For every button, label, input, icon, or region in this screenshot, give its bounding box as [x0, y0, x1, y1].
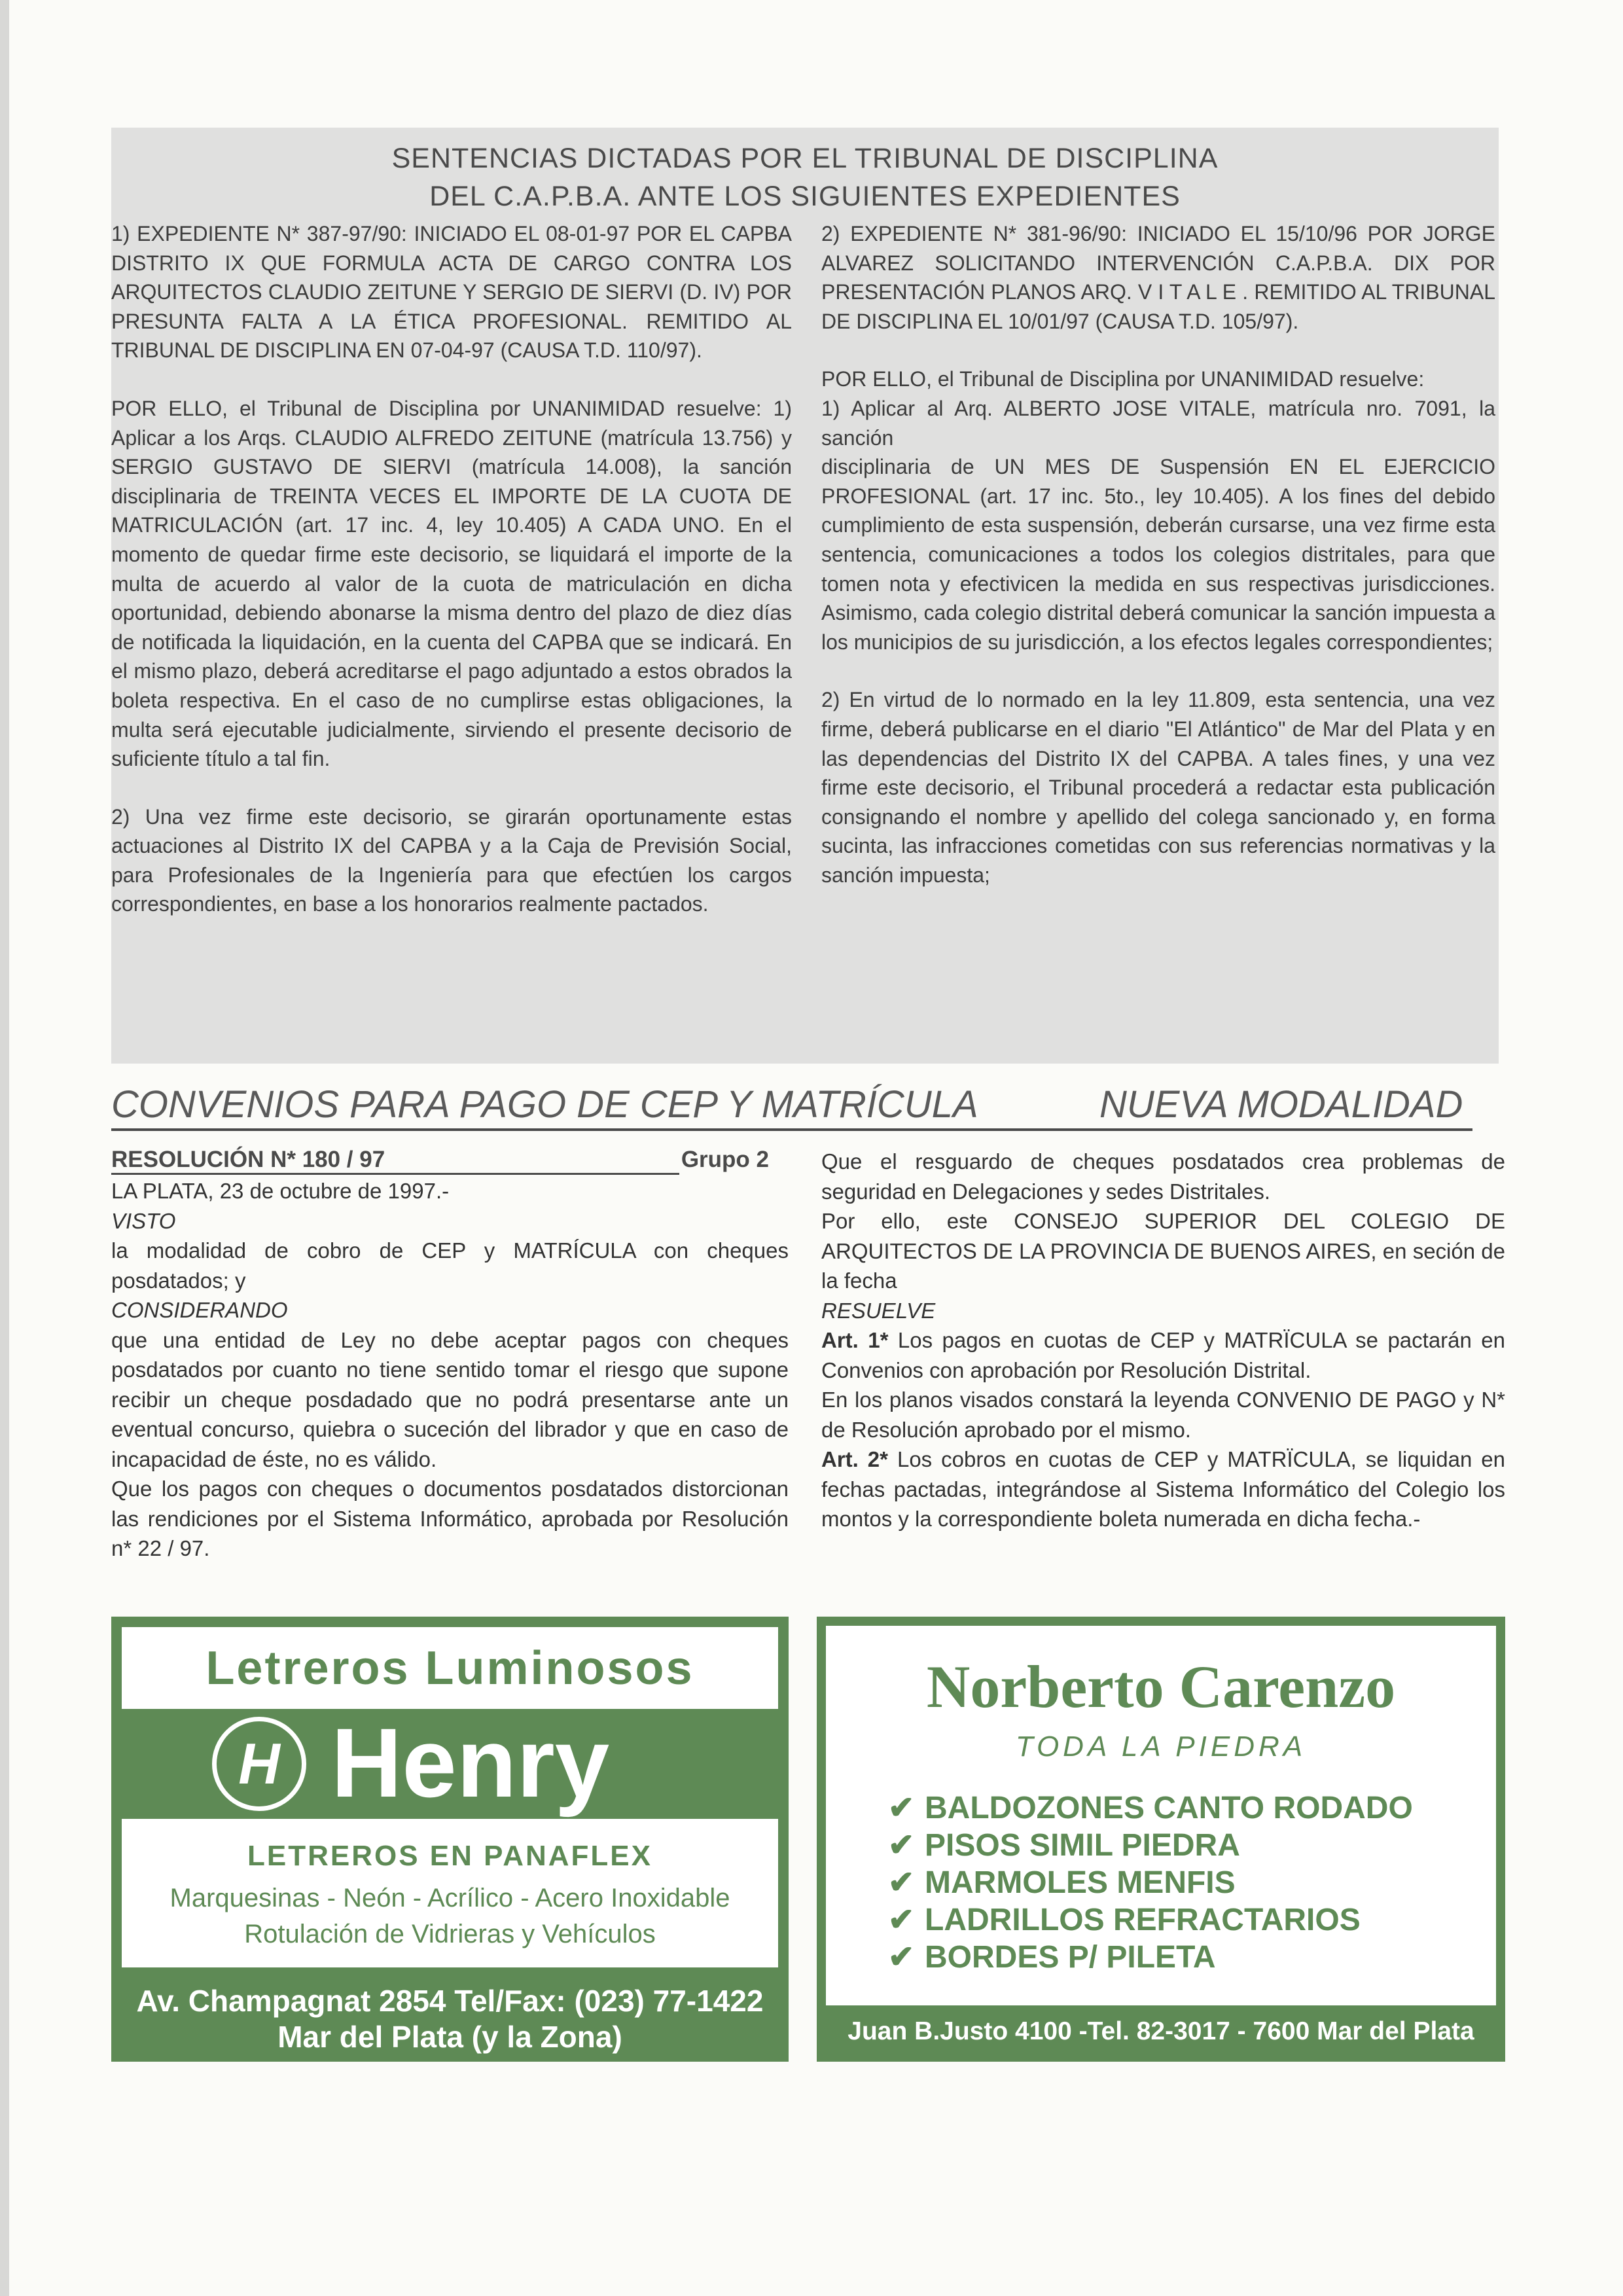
expediente-2: 2) EXPEDIENTE N* 381-96/90: INICIADO EL 15/10/96 POR JORGE ALVAREZ SOLICITANDO INTERVENCIÓN C.A.P.B.A. DIX POR PRESENTACIÓN PLANOS ARQ. V I T A L E . REMITIDO AL TRIBUNAL DE DISCIPLINA EL 10/01/97 (CAUSA T.D. 105/97). — [821, 222, 1495, 333]
carenzo-name: Norberto Carenzo — [926, 1653, 1396, 1720]
henry-brand-name: Henry — [331, 1708, 610, 1818]
carenzo-item-label: BORDES P/ PILETA — [925, 1940, 1216, 1975]
carenzo-item-label: PISOS SIMIL PIEDRA — [925, 1828, 1240, 1863]
tribunal-heading — [111, 139, 1499, 215]
place-date: LA PLATA, 23 de octubre de 1997.- — [111, 1179, 450, 1203]
carenzo-item — [888, 1939, 1413, 1976]
tribunal-column-1 — [111, 219, 792, 948]
tribunal-heading-line1: SENTENCIAS DICTADAS POR EL TRIBUNAL DE DISCIPLINA — [391, 143, 1219, 174]
resolution-number: RESOLUCIÓN N* 180 / 97 — [111, 1147, 679, 1175]
check-icon: ✔ — [888, 1903, 915, 1937]
resolution-2-b: disciplinaria de UN MES DE Suspensión EN EL EJERCICIO PROFESIONAL (art. 17 inc. 5to., ley 10.405). A los fines del debido cumplimiento de esta suspensión, deberán cursarse, una vez firme esta sentencia, comunicaciones a todos los colegios distritales, para que tomen nota y efectivicen la medida en sus respectivas jurisdicciones. Asimismo, cada colegio distrital deberá comunicar la sanción impuesta a los municipios de su jurisdicción, a los efectos legales correspondientes; — [821, 455, 1495, 654]
check-icon: ✔ — [888, 1865, 915, 1900]
check-icon: ✔ — [888, 1940, 915, 1975]
henry-panel — [122, 1627, 778, 1967]
carenzo-item-label: LADRILLOS REFRACTARIOS — [925, 1903, 1361, 1937]
carenzo-product-list — [888, 1789, 1413, 1976]
henry-services-line2: Rotulación de Vidrieras y Vehículos — [244, 1920, 656, 1948]
resolution-2-intro: POR ELLO, el Tribunal de Disciplina por UNANIMIDAD resuelve: — [821, 367, 1425, 391]
henry-advertisement — [111, 1617, 789, 2062]
carenzo-item-label: BALDOZONES CANTO RODADO — [925, 1791, 1413, 1825]
carenzo-item — [888, 1901, 1413, 1939]
article-1-extra: En los planos visados constará la leyenda CONVENIO DE PAGO y N* de Resolución aprobado por el mismo. — [821, 1388, 1505, 1442]
carenzo-item — [888, 1827, 1413, 1864]
article-1 — [821, 1325, 1505, 1385]
tribunal-box — [111, 128, 1499, 1064]
visto-label: VISTO — [111, 1208, 176, 1233]
convenios-title: CONVENIOS PARA PAGO DE CEP Y MATRÍCULA — [111, 1083, 978, 1126]
henry-logo-icon: H — [212, 1717, 306, 1811]
article-2-label: Art. 2* — [821, 1447, 888, 1471]
resuelve-label: RESUELVE — [821, 1298, 936, 1323]
que-text: Que los pagos con cheques o documentos posdatados distorcionan las rendiciones por el Sistema Informático, aprobada por Resolución n* 22 / 97. — [111, 1477, 789, 1560]
resolution-header — [111, 1147, 769, 1174]
carenzo-footer: Juan B.Justo 4100 -Tel. 82-3017 - 7600 Mar del Plata — [847, 2017, 1474, 2045]
convenios-subtitle: NUEVA MODALIDAD — [1099, 1083, 1463, 1126]
carenzo-panel — [826, 1626, 1496, 2005]
tribunal-heading-line2: DEL C.A.P.B.A. ANTE LOS SIGUIENTES EXPEDIENTES — [429, 181, 1181, 212]
henry-address: Av. Champagnat 2854 Tel/Fax: (023) 77-1422 — [136, 1984, 764, 2018]
visto-text: la modalidad de cobro de CEP y MATRÍCULA con cheques posdatados; y — [111, 1238, 789, 1293]
carenzo-tagline: TODA LA PIEDRA — [1015, 1731, 1307, 1763]
article-1-label: Art. 1* — [821, 1328, 889, 1352]
article-1-text: Los pagos en cuotas de CEP y MATRÏCULA se pactarán en Convenios con aprobación por Resolución Distrital. — [821, 1328, 1505, 1382]
carenzo-advertisement — [817, 1617, 1505, 2062]
article-2 — [821, 1444, 1505, 1534]
article-2-text: Los cobros en cuotas de CEP y MATRÏCULA, se liquidan en fechas pactadas, integrándose al Sistema Informático del Colegio los montos y la correspondiente boleta numerada en dicha fecha.- — [821, 1447, 1505, 1531]
resolution-column-1 — [111, 1176, 789, 1564]
point-2-col1: 2) Una vez firme este decisorio, se girarán oportunamente estas actuaciones al Distrito IX del CAPBA y a la Caja de Previsión Social, para Profesionales de la Ingeniería para que efectúen los cargos correspondientes, en base a los honorarios realmente pactados. — [111, 804, 792, 916]
henry-subtitle: LETREROS EN PANAFLEX — [247, 1840, 652, 1872]
convenios-title-bar — [111, 1081, 1472, 1131]
resolution-2-a: 1) Aplicar al Arq. ALBERTO JOSE VITALE, matrícula nro. 7091, la sanción — [821, 396, 1495, 450]
resolution-column-2 — [821, 1147, 1505, 1534]
point-2-col2: 2) En virtud de lo normado en la ley 11.809, esta sentencia, una vez firme, deberá publicarse en el diario "El Atlántico" de Mar del Plata y en las dependencias del Distrito IX del CAPBA. A tales fines, y una vez firme este decisorio, el Tribunal procederá a redactar esta publicación consignando el nombre y apellido del colega sancionado y, en forma sucinta, las infracciones cometidas con sus referencias normativas y la sanción impuesta; — [821, 688, 1495, 887]
page-edge-shadow — [0, 0, 9, 2296]
resolution-group: Grupo 2 — [681, 1147, 769, 1172]
check-icon: ✔ — [888, 1828, 915, 1863]
check-icon: ✔ — [888, 1791, 915, 1825]
por-ello-text: Por ello, este CONSEJO SUPERIOR DEL COLEGIO DE ARQUITECTOS DE LA PROVINCIA DE BUENOS AIRES, en seción de la fecha — [821, 1209, 1505, 1293]
henry-city: Mar del Plata (y la Zona) — [277, 2020, 622, 2054]
considerando-label: CONSIDERANDO — [111, 1298, 288, 1322]
expediente-1: 1) EXPEDIENTE N* 387-97/90: INICIADO EL 08-01-97 POR EL CAPBA DISTRITO IX QUE FORMULA ACTA DE CARGO CONTRA LOS ARQUITECTOS CLAUDIO ZEITUNE Y SERGIO DE SIERVI (D. IV) POR PRESUNTA FALTA A LA ÉTICA PROFESIONAL. REMITIDO AL TRIBUNAL DE DISCIPLINA EN 07-04-97 (CAUSA T.D. 110/97). — [111, 222, 792, 363]
resolution-1: POR ELLO, el Tribunal de Disciplina por UNANIMIDAD resuelve: 1) Aplicar a los Arqs. CLAUDIO ALFREDO ZEITUNE (matrícula 13.756) y SERGIO GUSTAVO DE SIERVI (matrícula 14.008), la sanción disciplinaria de TREINTA VECES EL IMPORTE DE LA CUOTA DE MATRICULACIÓN (art. 17 inc. 4, ley 10.405) A CADA UNO. En el momento de quedar firme este decisorio, se liquidará el importe de la multa de acuerdo al valor de la cuota de matriculación en dicha oportunidad, debiendo abonarse la misma dentro del plazo de diez días de notificada la liquidación, en la cuenta del CAPBA que se indicará. En el mismo plazo, deberá acreditarse el pago adjuntado a estos obrados la boleta respectiva. En el caso de no cumplirse estas obligaciones, la multa será ejecutable judicialmente, sirviendo el presente decisorio de suficiente título a tal fin. — [111, 396, 792, 771]
considerando-text: que una entidad de Ley no debe aceptar pagos con cheques posdatados por cuanto no tiene sentido tomar el riesgo que supone recibir un cheque posdadado que no podrá presentarse ante un eventual concurso, quiebra o suceción del librador y que en caso de incapacidad de éste, no es válido. — [111, 1327, 789, 1471]
carenzo-item — [888, 1864, 1413, 1901]
resguardo-text: Que el resguardo de cheques posdatados crea problemas de seguridad en Delegaciones y sedes Distritales. — [821, 1149, 1505, 1204]
tribunal-column-2 — [821, 219, 1495, 918]
henry-title: Letreros Luminosos — [205, 1642, 694, 1695]
henry-brand-band — [122, 1709, 778, 1819]
carenzo-item-label: MARMOLES MENFIS — [925, 1865, 1236, 1900]
carenzo-item — [888, 1789, 1413, 1827]
henry-services-line1: Marquesinas - Neón - Acrílico - Acero Inoxidable — [169, 1884, 730, 1912]
